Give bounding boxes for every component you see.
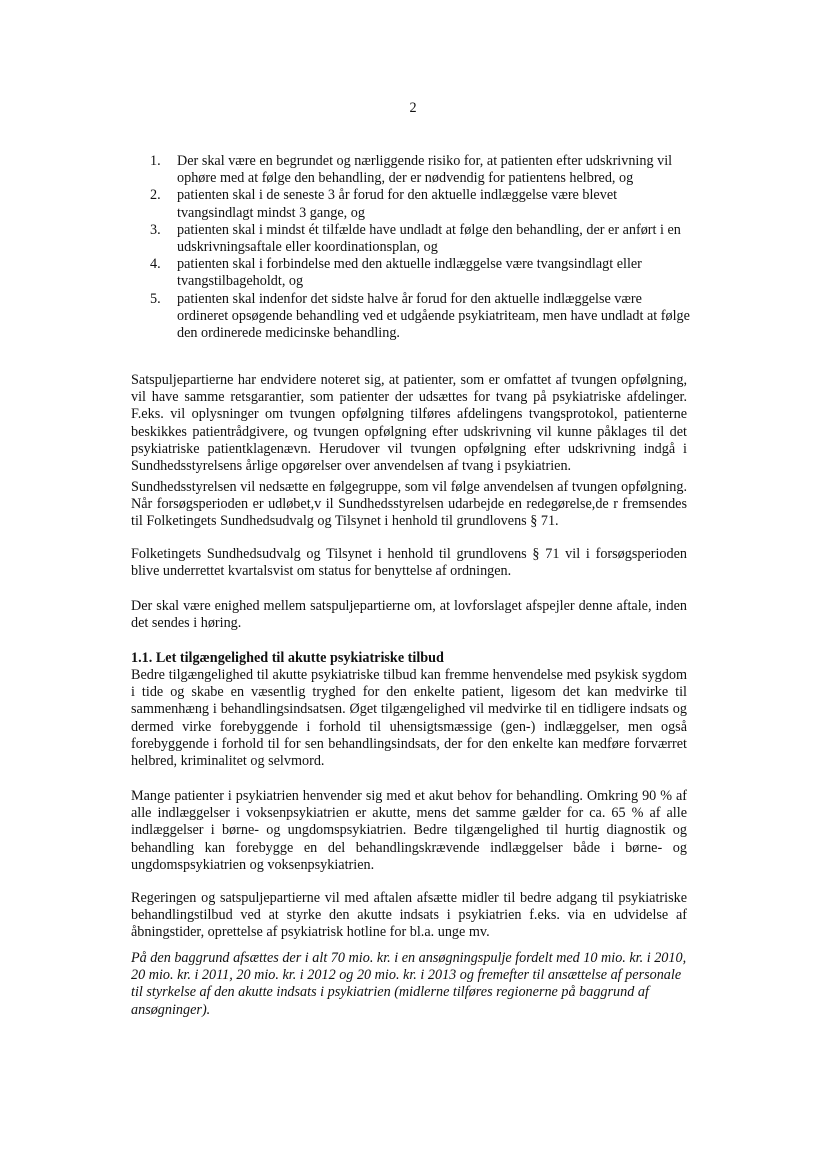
list-item-text: patienten skal i mindst ét tilfælde have undladt at følge den behandling, der er anført i en udskrivningsaftale eller koordinationsplan, og <box>177 221 681 256</box>
paragraph-akut-behov: Mange patienter i psykiatrien henvender sig med et akut behov for behandling. Omkring 90 % af alle indlæggelser i voksenpsykiatrien er akutte, mens det samme gælder for ca. 65 % af alle indlæggelser i børne- og ungdomspsykiatrien. Bedre tilgængelighed til hurtig diagnostik og behandling kan forebygge en del behandlingskrævende indlæggelser både i børne- og ungdomspsykiatrien og voksenpsykiatrien. <box>131 788 687 873</box>
paragraph-tilgaengelighed: Bedre tilgængelighed til akutte psykiatriske tilbud kan fremme henvendelse med psykisk sygdom i tide og skabe en væsentlig tryghed for den enkelte patient, ligesom det kan medvirke til sammenhæng i behandlingsindsatsen. Øget tilgængelighed vil medvirke til en tidligere indsats og dermed virke forebyggende i forhold til uhensigtsmæssige (gen-) indlæggelser, men også forebyggende i forhold til for sen behandlingsindsats, der for den enkelte kan medføre forværret helbred, kriminalitet og selvmord. <box>131 667 687 770</box>
list-item-text: patienten skal i de seneste 3 år forud for den aktuelle indlæggelse være blevet tvangsindlagt mindst 3 gange, og <box>177 187 618 221</box>
list-item-text: patienten skal indenfor det sidste halve år forud for den aktuelle indlæggelse være ordineret opsøgende behandling ved et udgående psykiatriteam, men have undladt at følge den ordinerede medicinske behandling. <box>177 290 690 342</box>
list-item-number: 5. <box>150 290 161 307</box>
criteria-list <box>150 153 690 342</box>
paragraph-bevilling: På den baggrund afsættes der i alt 70 mio. kr. i en ansøgningspulje fordelt med 10 mio. kr. i 2010, 20 mio. kr. i 2011, 20 mio. kr. i 2012 og 20 mio. kr. i 2013 og fremefter til ansættelse af personale til styrkelse af den akutte indsats i psykiatrien (midlerne tilføres regionerne på baggrund af ansøgninger). <box>131 950 687 1018</box>
list-item <box>150 291 690 343</box>
list-item-number: 3. <box>150 221 161 238</box>
section-heading: 1.1. Let tilgængelighed til akutte psykiatriske tilbud <box>131 650 444 666</box>
paragraph-enighed: Der skal være enighed mellem satspuljepartierne om, at lovforslaget afspejler denne aftale, inden det sendes i høring. <box>131 598 687 632</box>
list-item <box>150 153 690 187</box>
list-item-text: patienten skal i forbindelse med den aktuelle indlæggelse være tvangsindlagt eller tvangstilbageholdt, og <box>177 256 642 290</box>
list-item-number: 4. <box>150 256 161 273</box>
paragraph-kvartalsvist: Folketingets Sundhedsudvalg og Tilsynet i henhold til grundlovens § 71 vil i forsøgsperioden blive underrettet kvartalsvist om status for benyttelse af ordningen. <box>131 546 687 580</box>
list-item-number: 1. <box>150 153 161 169</box>
list-item-text: Der skal være en begrundet og nærliggende risiko for, at patienten efter udskrivning vil ophøre med at følge den behandling, der er nødvendig for patientens helbred, og <box>177 153 673 187</box>
list-item <box>150 222 690 256</box>
list-item <box>150 256 690 290</box>
paragraph-retsgarantier: Satspuljepartierne har endvidere noteret sig, at patienter, som er omfattet af tvungen opfølgning, vil have samme retsgarantier, som patienter der udsættes for tvang på psykiatriske afdelinger. F.eks. vil oplysninger om tvungen opfølgning tilføres afdelingens tvangsprotokol, patienterne beskikkes patientrådgivere, og tvungen opfølgning efter udskrivning vil kunne påklages til det psykiatriske patientklagenævn. Herudover vil tvungen opfølgning efter udskrivning indgå i Sundhedsstyrelsens årlige opgørelser over anvendelsen af tvang i psykiatrien. <box>131 372 687 475</box>
list-item-number: 2. <box>150 187 161 204</box>
page-number: 2 <box>409 100 417 116</box>
list-item <box>150 187 690 221</box>
paragraph-foelgegruppe: Sundhedsstyrelsen vil nedsætte en følgegruppe, som vil følge anvendelsen af tvungen opfølgning. Når forsøgsperioden er udløbet,v il Sundhedsstyrelsen udarbejde en redegørelse,de r fremsendes til Folketingets Sundhedsudvalg og Tilsynet i henhold til grundlovens § 71. <box>131 479 687 530</box>
paragraph-regeringen: Regeringen og satspuljepartierne vil med aftalen afsætte midler til bedre adgang til psykiatriske behandlingstilbud ved at styrke den akutte indsats i psykiatrien f.eks. via en udvidelse af åbningstider, oprettelse af psykiatrisk hotline for bl.a. unge mv. <box>131 890 687 941</box>
